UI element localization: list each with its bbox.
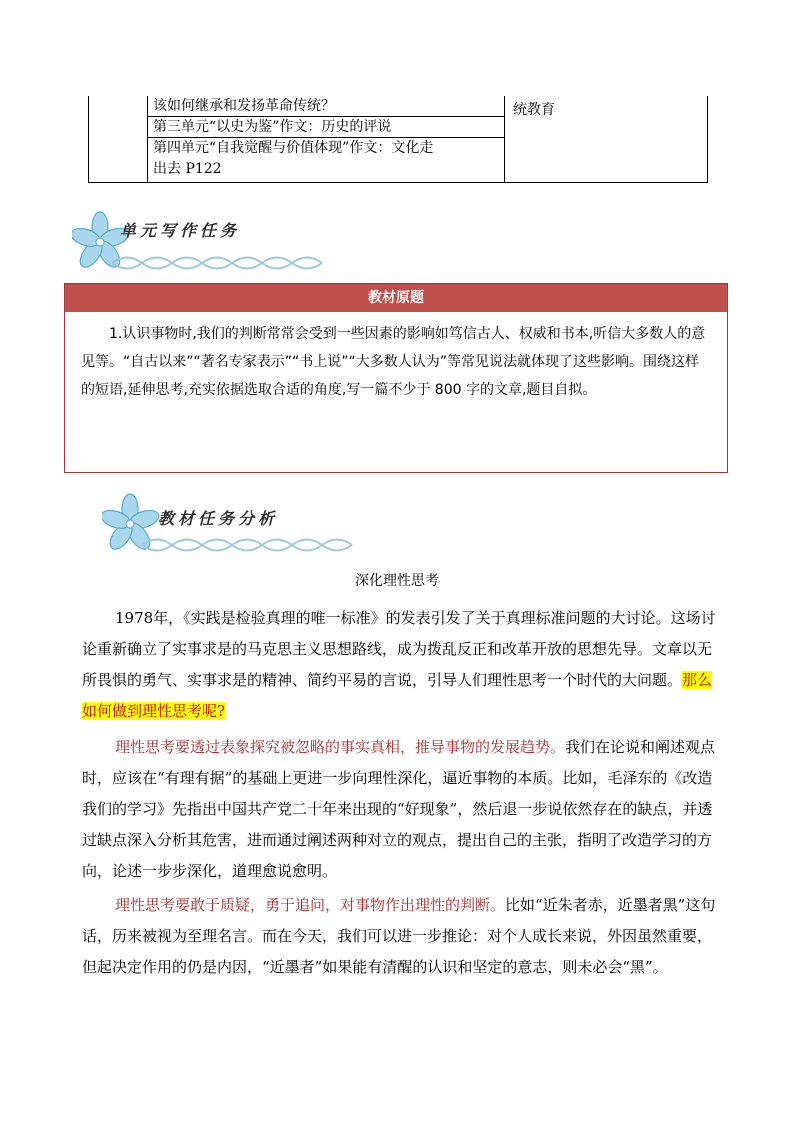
table-col-middle — [148, 96, 505, 182]
section-heading-analysis — [102, 492, 362, 562]
section-heading-text: 单元写作任务 — [120, 221, 241, 240]
paragraph-lead: 理性思考要透过表象探究被忽略的事实真相，推导事物的发展趋势。 — [115, 738, 566, 756]
essay-paragraph — [82, 890, 722, 983]
curriculum-table — [88, 96, 708, 183]
table-right-text: 统教育 — [513, 102, 555, 118]
table-col-right — [505, 96, 707, 182]
table-row-line: 出去 P122 — [153, 161, 222, 177]
table-row — [148, 138, 504, 182]
paragraph-text: 比如“近朱者赤，近墨者黑”这句话，历来被视为至理名言。而在今天，我们可以进一步推论：对个人成长来说，外因虽然重要，但起决定作用的仍是内因，“近墨者”如果能有清醒的认识和坚定的意志，则未必会“黑”。 — [82, 896, 716, 976]
wave-decoration — [112, 250, 332, 276]
essay-paragraph — [82, 603, 722, 727]
table-col-left — [89, 96, 148, 182]
paragraph-lead: 理性思考要敢于质疑，勇于追问，对事物作出理性的判断。 — [115, 896, 506, 914]
paragraph-text: 我们在论说和阐述观点时，应该在“有理有据”的基础上更进一步向理性深化，逼近事物的本质。比如，毛泽东的《改造我们的学习》先指出中国共产党二十年来出现的“好现象”，然后退一步说依然存在的缺点，并透过缺点深入分析其危害，进而通过阐述两种对立的观点，提出自己的主张，指明了改造学习的方向，论述一步步深化，道理愈说愈明。 — [82, 738, 716, 880]
section-heading-writing-task — [72, 210, 332, 280]
task-box-text: 1.认识事物时,我们的判断常常会受到一些因素的影响如笃信古人、权威和书本,听信大多数人的意见等。“自古以来”“著名专家表示”“书上说”“大多数人认为”等常见说法就体现了这些影响。围绕这样的短语,延伸思考,充实依据选取合适的角度,写一篇不少于 800 字的文章,题目自拟。 — [81, 326, 706, 398]
essay-title: 深化理性思考 — [355, 573, 439, 589]
paragraph-text: 1978年，《实践是检验真理的唯一标准》的发表引发了关于真理标准问题的大讨论。这场讨论重新确立了实事求是的马克思主义思想路线，成为拨乱反正和改革开放的思想先导。文章以无所畏惧的勇气、实事求是的精神、简约平易的言说，引导人们理性思考一个时代的大问题。 — [82, 609, 716, 689]
task-box — [64, 283, 728, 473]
task-box-header: 教材原题 — [65, 284, 727, 312]
section-heading-text: 教材任务分析 — [158, 509, 279, 528]
table-row-line: 第四单元“自我觉醒与价值体现”作文：文化走 — [153, 140, 434, 156]
table-row: 该如何继承和发扬革命传统？ — [148, 96, 504, 117]
highlighted-question: 那么如何做到理性思考呢? — [82, 671, 713, 720]
essay-paragraph — [82, 732, 722, 887]
table-row: 第三单元“以史为鉴”作文：历史的评说 — [148, 117, 504, 138]
wave-decoration — [142, 532, 362, 558]
